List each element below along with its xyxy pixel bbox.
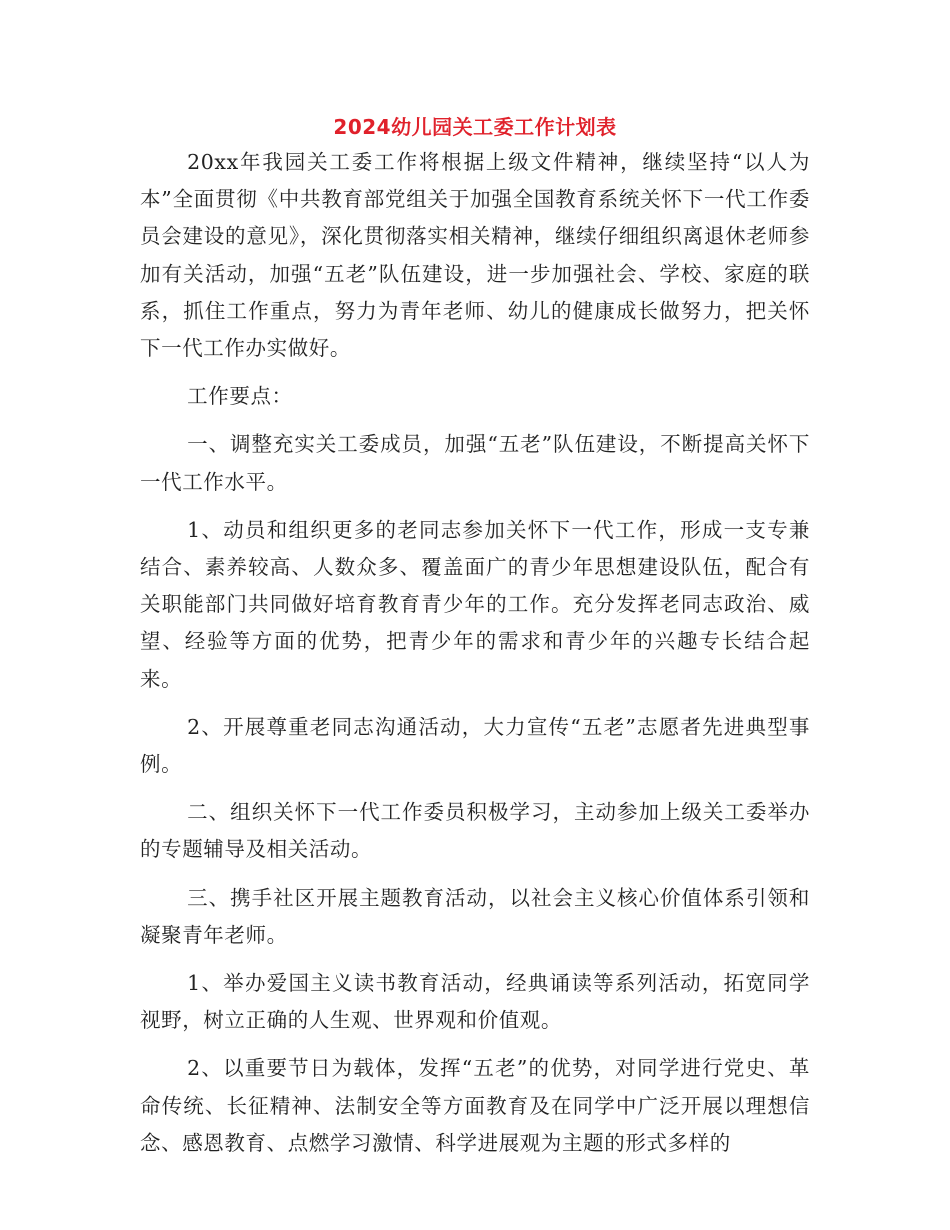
section-two-paragraph: 二、组织关怀下一代工作委员积极学习，主动参加上级关工委举办的专题辅导及相关活动。 xyxy=(140,800,810,862)
section-one-item-1: 1、动员和组织更多的老同志参加关怀下一代工作，形成一支专兼结合、素养较高、人数众多、覆盖面广的青少年思想建设队伍，配合有关职能部门共同做好培育教育青少年的工作。充分发挥老同志政治、威望、经验等方面的优势，把青少年的需求和青少年的兴趣专长结合起来。 xyxy=(140,517,810,691)
section-heading-work-points: 工作要点： xyxy=(187,384,293,409)
section-one-item-2: 2、开展尊重老同志沟通活动，大力宣传“五老”志愿者先进典型事例。 xyxy=(140,714,810,777)
document-title: 2024幼儿园关工委工作计划表 xyxy=(333,115,617,139)
section-three-item-1: 1、举办爱国主义读书教育活动，经典诵读等系列活动，拓宽同学视野，树立正确的人生观、世界观和价值观。 xyxy=(140,971,810,1033)
section-one-paragraph: 一、调整充实关工委成员，加强“五老”队伍建设，不断提高关怀下一代工作水平。 xyxy=(140,432,810,494)
intro-paragraph: 20xx年我园关工委工作将根据上级文件精神，继续坚持“以人为本”全面贯彻《中共教育部党组关于加强全国教育系统关怀下一代工作委员会建设的意见》，深化贯彻落实相关精神，继续仔细组织离退休老师参加有关活动，加强“五老”队伍建设，进一步加强社会、学校、家庭的联系，抓住工作重点，努力为青年老师、幼儿的健康成长做努力，把关怀下一代工作办实做好。 xyxy=(140,150,810,361)
section-three-paragraph: 三、携手社区开展主题教育活动，以社会主义核心价值体系引领和凝聚青年老师。 xyxy=(140,885,810,947)
section-three-item-2: 2、以重要节日为载体，发挥“五老”的优势，对同学进行党史、革命传统、长征精神、法制安全等方面教育及在同学中广泛开展以理想信念、感恩教育、点燃学习激情、科学进展观为主题的形式多样的 xyxy=(140,1056,810,1155)
document-page xyxy=(140,114,810,1173)
